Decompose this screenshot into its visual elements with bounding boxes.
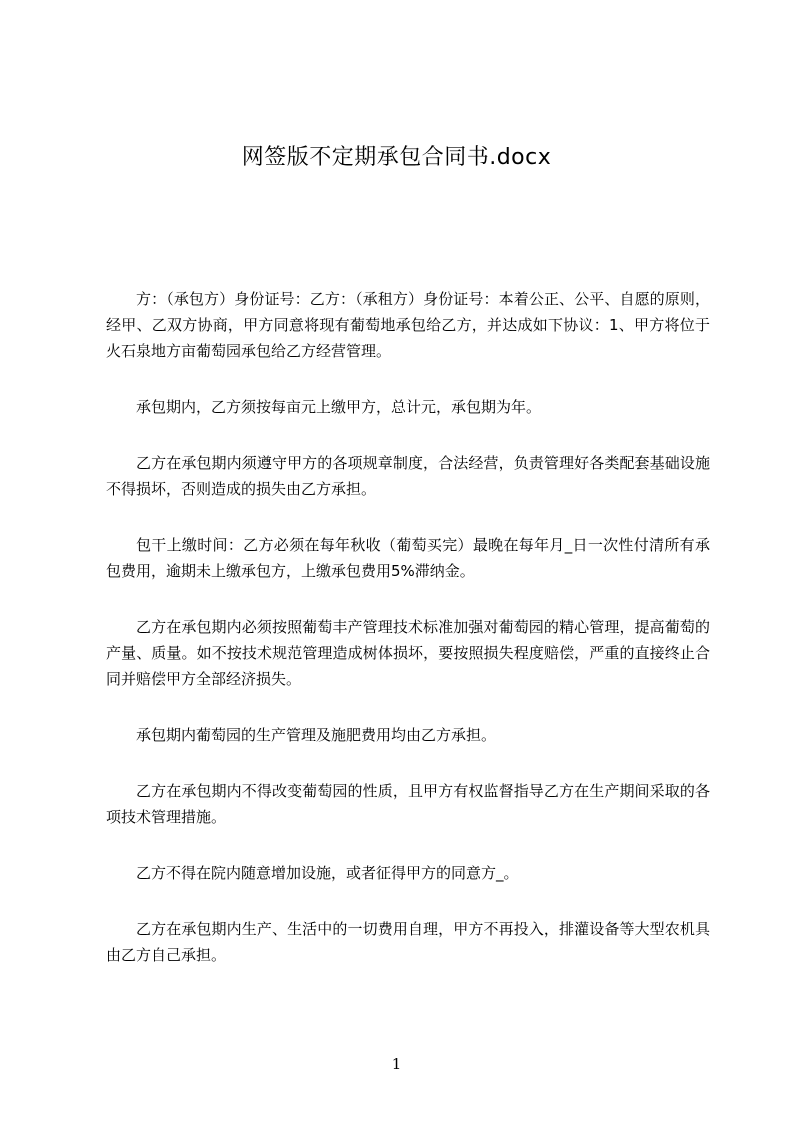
document-title: 网签版不定期承包合同书.docx <box>241 145 552 170</box>
page-number: 1 <box>391 1055 402 1073</box>
paragraph-8: 乙方不得在院内随意增加设施，或者征得甲方的同意方_。 <box>136 864 519 882</box>
paragraph-3: 乙方在承包期内须遵守甲方的各项规章制度，合法经营，负责管理好各类配套基础设施不得损坏，否则造成的损失由乙方承担。 <box>106 454 710 498</box>
paragraph-2: 承包期内，乙方须按每亩元上缴甲方，总计元，承包期为年。 <box>136 398 542 416</box>
paragraph-5: 乙方在承包期内必须按照葡萄丰产管理技术标准加强对葡萄园的精心管理，提高葡萄的产量、质量。如不按技术规范管理造成树体损坏，要按照损失程度赔偿，严重的直接终止合同并赔偿甲方全部经济损失。 <box>106 618 710 688</box>
paragraph-4: 包干上缴时间：乙方必须在每年秋收（葡萄买完）最晚在每年月_日一次性付清所有承包费用，逾期未上缴承包方，上缴承包费用5%滞纳金。 <box>106 536 710 580</box>
paragraph-7: 乙方在承包期内不得改变葡萄园的性质，且甲方有权监督指导乙方在生产期间采取的各项技术管理措施。 <box>106 782 710 826</box>
paragraph-9: 乙方在承包期内生产、生活中的一切费用自理，甲方不再投入，排灌设备等大型农机具由乙方自己承担。 <box>106 920 710 964</box>
paragraph-1: 方：（承包方）身份证号：乙方：（承租方）身份证号：本着公正、公平、自愿的原则，经甲、乙双方协商，甲方同意将现有葡萄地承包给乙方，并达成如下协议：1、甲方将位于火石泉地方亩葡萄园承包给乙方经营管理。 <box>106 290 710 360</box>
paragraph-6: 承包期内葡萄园的生产管理及施肥费用均由乙方承担。 <box>136 726 497 744</box>
document-body <box>106 286 710 998</box>
